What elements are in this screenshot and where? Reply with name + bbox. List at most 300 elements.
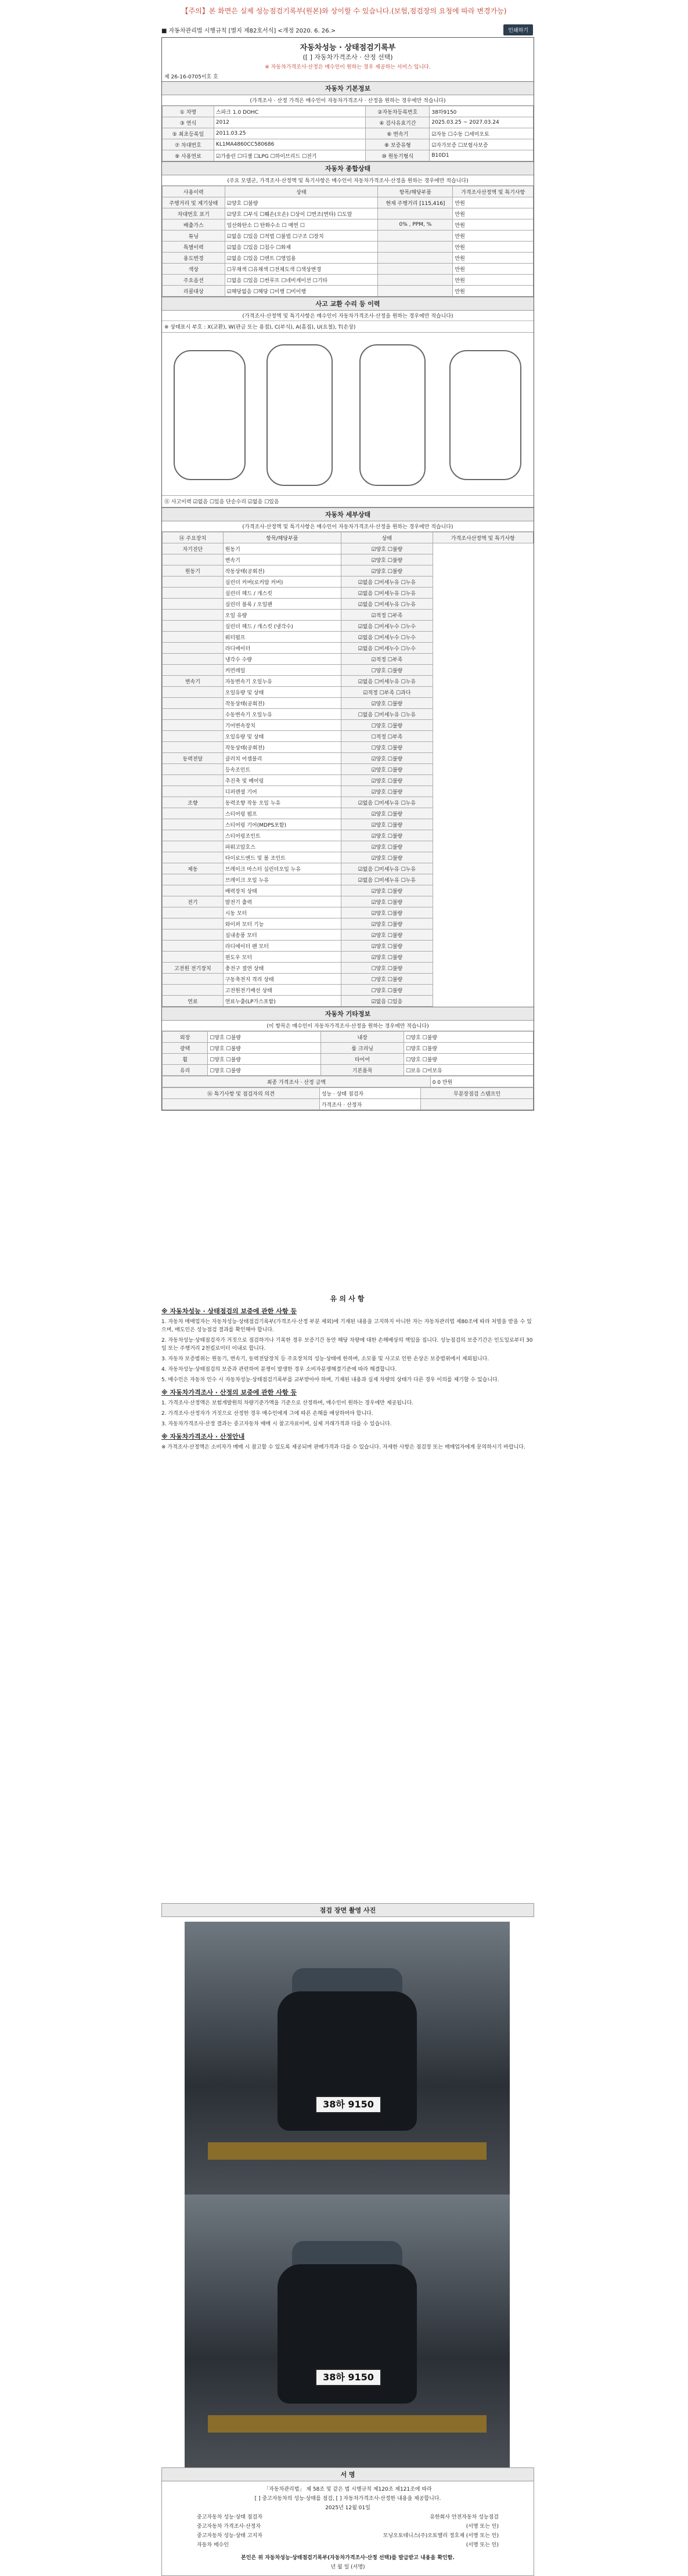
table-cell: ☑양호 ☐불량 [341, 543, 433, 554]
sign-line-3: 2025년 12월 01일 [325, 2505, 370, 2511]
etc-row [163, 1032, 534, 1043]
table-cell: ☑양호 ☐불량 [341, 929, 433, 941]
table-cell [163, 709, 224, 720]
table-cell [163, 621, 224, 632]
table-cell: ☑양호 ☐불량 [341, 907, 433, 918]
table-cell: 동력전달 [163, 753, 224, 764]
damage-legend: ※ 상태표시 부호 : X(교환), W(판금 또는 용접), C(부식), A(흠집), U(요철), T(손상) [162, 321, 534, 333]
section-detail-sub: (가격조사·산정액 및 특기사항은 매수인이 자동차가격조사·산정을 원하는 경우에만 적습니다) [162, 521, 534, 532]
detail-row [163, 830, 534, 841]
table-cell: 기본품목 [321, 1065, 404, 1076]
table-cell [163, 929, 224, 941]
notes-heading-2: ※ 자동차가격조사 · 산정의 보증에 관한 사항 등 [161, 1389, 297, 1396]
table-cell: 용도변경 [163, 253, 225, 264]
table-cell: 동력조향 작동 오일 누유 [223, 797, 341, 808]
table-cell [163, 852, 224, 863]
detail-row [163, 786, 534, 797]
top-bar [161, 23, 533, 36]
detail-row [163, 665, 534, 676]
table-cell [163, 941, 224, 952]
table-cell: 자동변속기 오일누유 [223, 676, 341, 687]
table-cell: ☑양호 ☐불량 [341, 896, 433, 907]
state-table [162, 186, 534, 297]
table-cell: ☑적정 ☐부족 ☐과다 [341, 687, 433, 698]
state-row [163, 264, 534, 275]
car-lift [208, 2142, 487, 2160]
table-cell: 발전기 출력 [223, 896, 341, 907]
detail-row [163, 863, 534, 874]
doc-subtitle: ([ ] 자동차가격조사 · 산정 선택) [302, 53, 393, 61]
table-cell: 수동변속기 오일누유 [223, 709, 341, 720]
table-cell: 냉각수 수량 [223, 654, 341, 665]
etc-row [163, 1043, 534, 1054]
table-cell [163, 687, 224, 698]
title-block [162, 38, 534, 71]
table-cell: ☐양호 ☐불량 [208, 1043, 321, 1054]
table-cell [163, 775, 224, 786]
table-cell: ☐무채색 ☐유채색 ☐전체도색 ☐색상변경 [225, 264, 378, 275]
detail-row [163, 543, 534, 554]
basic-row [163, 117, 534, 128]
car-outline-top [266, 344, 333, 486]
table-cell [163, 764, 224, 775]
table-cell: 추진축 및 베어링 [223, 775, 341, 786]
detail-row [163, 885, 534, 896]
table-cell: ☐양호 ☐불량 [208, 1054, 321, 1065]
table-cell: ⑩ 원동기형식 [366, 150, 430, 161]
section-state-header: 자동차 종합상태 [162, 161, 534, 175]
table-cell: ☐양호 ☐불량 [341, 974, 433, 985]
car-outline-left [174, 350, 246, 480]
table-cell [163, 665, 224, 676]
table-cell: ☑해당없음 ☐해당 ☐이행 ☐미이행 [225, 286, 378, 297]
section-etc-sub: (이 항목은 매수인이 자동차가격조사·산정을 원하는 경우에만 적습니다) [162, 1021, 534, 1031]
table-cell: ☑양호 ☐불량 [341, 775, 433, 786]
table-cell: ☐양호 ☐불량 [341, 665, 433, 676]
notes-list-1 [161, 1318, 533, 1384]
table-cell: 스티어링 기어(MDPS포함) [223, 819, 341, 830]
table-cell [163, 1099, 320, 1110]
table-cell: 조향 [163, 797, 224, 808]
table-cell: ☑양호 ☐불량 [341, 841, 433, 852]
etc-total-label: 최종 가격조사 · 산정 금액 [163, 1076, 431, 1087]
table-cell: 실린더 커버(로커암 커버) [223, 577, 341, 588]
table-cell: 브레이크 오일 누유 [223, 874, 341, 885]
table-cell [163, 698, 224, 709]
table-cell: 자기진단 [163, 543, 224, 554]
table-cell: 브레이크 마스터 실린더오일 누유 [223, 863, 341, 874]
table-cell: ⑧ 보증유형 [366, 139, 430, 150]
basic-info-table [162, 106, 534, 161]
table-cell: ☑없음 ☐미세누수 ☐누수 [341, 643, 433, 654]
column-header: 가격조사산정액 및 특기사항 [453, 186, 534, 197]
table-cell: 만원 [453, 208, 534, 219]
table-cell: ☑양호 ☐불량 [341, 808, 433, 819]
table-cell: 배출가스 [163, 219, 225, 230]
table-cell: 오일유량 및 상태 [223, 687, 341, 698]
table-cell: 무분장점검 스탬프인 [421, 1088, 534, 1099]
table-cell: 전기 [163, 896, 224, 907]
table-cell: 배력장치 상태 [223, 885, 341, 896]
car-diagram [162, 333, 534, 496]
table-cell: 스파크 1.0 DOHC [214, 106, 365, 117]
table-cell: ☑양호 ☐불량 [341, 786, 433, 797]
detail-row [163, 588, 534, 599]
detail-row [163, 698, 534, 709]
detail-row [163, 643, 534, 654]
table-cell: 구동축전지 격리 상태 [223, 974, 341, 985]
table-cell [378, 208, 453, 219]
detail-row [163, 753, 534, 764]
table-cell: ②자동차등록번호 [366, 106, 430, 117]
table-cell: ☑없음 ☐미세누유 ☐누유 [341, 577, 433, 588]
table-cell: ☑없음 ☐있음 ☐침수 ☐화재 [225, 242, 378, 253]
detail-row [163, 907, 534, 918]
table-cell: ☐보유 ☐미보유 [404, 1065, 534, 1076]
table-cell: ① 차명 [163, 106, 214, 117]
license-plate-rear: 38하 9150 [315, 2369, 381, 2386]
state-row [163, 253, 534, 264]
table-cell: ☐양호 ☐불량 [341, 963, 433, 974]
table-cell: 유리 [163, 1065, 208, 1076]
print-button[interactable]: 인쇄하기 [503, 24, 533, 35]
table-cell: ☑없음 ☐미세누유 ☐누유 [341, 863, 433, 874]
etc-total-table [162, 1076, 534, 1087]
table-cell: 가격조사 · 산정자 [319, 1099, 420, 1110]
table-cell: ☐양호 ☐불량 [341, 720, 433, 731]
table-cell: 만원 [453, 230, 534, 242]
accident-history-row: ⑪ 사고이력 ☑없음 ☐있음 단순수리 ☑없음 ☐있음 [162, 496, 534, 507]
car-lift-rear [208, 2415, 487, 2433]
table-cell: 와이퍼 모터 기능 [223, 918, 341, 929]
table-cell: 색상 [163, 264, 225, 275]
license-plate: 38하 9150 [315, 2096, 381, 2113]
table-cell: ☑없음 ☐미세누유 ☐누유 [341, 874, 433, 885]
table-cell: 라디에이터 팬 모터 [223, 941, 341, 952]
detail-row [163, 929, 534, 941]
sign-footer: 본인은 위 자동차성능·상태점검기록부(자동차가격조사·산정 선택)를 발급받고 내용을 확인함. [241, 2555, 455, 2561]
table-cell: 커먼레일 [223, 665, 341, 676]
table-cell: ☑양호 ☐불량 [341, 952, 433, 963]
column-header: 가격조사산정액 및 특기사항 [433, 532, 533, 543]
table-cell: 만원 [453, 219, 534, 230]
sign-rows [162, 2513, 534, 2550]
inspector-row [163, 1088, 534, 1099]
inspection-photo-rear [185, 2195, 510, 2467]
table-cell: 충전구 절연 상태 [223, 963, 341, 974]
table-cell: ④ 검사유효기간 [366, 117, 430, 128]
section-damage-header: 사고 교환 수리 등 이력 [162, 297, 534, 311]
table-cell: ☑없음 ☐있음 ☐적법 ☐불법 ☐구조 ☐장치 [225, 230, 378, 242]
detail-row [163, 676, 534, 687]
table-cell: ☑양호 ☐불량 [341, 565, 433, 577]
note-paragraph: 4. 자동차성능·상태점검의 보증과 관련하여 분쟁이 발생한 경우 소비자분쟁해결기준에 따라 해결합니다. [161, 1367, 397, 1372]
table-cell: ⑦ 차대번호 [163, 139, 214, 150]
notes-title: 유 의 사 항 [330, 1295, 365, 1303]
table-cell: ☑양호 ☐불량 [341, 764, 433, 775]
table-cell: 오일 유량 [223, 610, 341, 621]
detail-row [163, 599, 534, 610]
table-cell: 만원 [453, 264, 534, 275]
table-cell: 작동상태(공회전) [223, 698, 341, 709]
table-cell: 리콜대상 [163, 286, 225, 297]
column-header: 항목/해당부품 [223, 532, 341, 543]
inspection-photo-front [185, 1922, 510, 2195]
sign-row [162, 2531, 534, 2541]
table-cell: KL1MA4860CC580686 [214, 139, 365, 150]
detail-row [163, 554, 534, 565]
detail-row [163, 775, 534, 786]
table-cell [163, 588, 224, 599]
detail-row [163, 565, 534, 577]
note-paragraph: 5. 매수인은 자동차 인수 시 자동차성능·상태점검기록부를 교부받아야 하며, 기재된 내용과 실제 차량의 상태가 다른 경우 이의를 제기할 수 있습니다. [161, 1377, 499, 1383]
table-cell: ☐양호 ☐불량 [341, 742, 433, 753]
state-row [163, 208, 534, 219]
sign-row [162, 2541, 534, 2550]
table-cell: 실린더 헤드 / 개스킷 [223, 588, 341, 599]
table-cell: 일산화탄소 ☐ 탄화수소 ☐ 매연 ☐ [225, 219, 378, 230]
detail-row [163, 974, 534, 985]
table-cell: ⑥ 변속기 [366, 128, 430, 139]
sign-role: 중고자동차 성능·상태 점검자 [197, 2514, 262, 2520]
table-cell: 특별이력 [163, 242, 225, 253]
table-cell: 타이로드엔드 및 볼 조인트 [223, 852, 341, 863]
table-cell: ☑양호 ☐불량 [341, 885, 433, 896]
table-cell [163, 742, 224, 753]
sign-row [162, 2513, 534, 2522]
table-cell: 룸 크리닝 [321, 1043, 404, 1054]
table-cell: 연료누출(LP가스포함) [223, 996, 341, 1007]
note-paragraph: 3. 자동차 보증범위는 원동기, 변속기, 동력전달장치 등 주요장치의 성능·상태에 한하며, 소모품 및 사고로 인한 손상은 보증범위에서 제외됩니다. [161, 1356, 489, 1362]
note-paragraph: 1. 자동차 매매업자는 자동차성능·상태점검기록부(가격조사·산정 부분 제외)에 기재된 내용을 고지하지 아니한 자는 자동차관리법 제80조에 따라 처벌을 받을 수 있으며, 매도인은 성능점검 결과를 확인해야 합니다. [161, 1319, 532, 1333]
table-cell [163, 599, 224, 610]
basic-row [163, 128, 534, 139]
table-cell: ⑤ 최초등록일 [163, 128, 214, 139]
table-cell [378, 230, 453, 242]
table-cell: 휠 [163, 1054, 208, 1065]
state-row [163, 197, 534, 208]
table-cell: 주행거리 및 계기상태 [163, 197, 225, 208]
detail-row [163, 874, 534, 885]
section-state-sub: (주요 모델군, 가격조사·산정액 및 특기사항은 매수인이 자동차가격조사·산정을 원하는 경우에만 적습니다) [162, 175, 534, 186]
note-paragraph: 3. 자동차가격조사·산정 결과는 중고자동차 매매 시 참고자료이며, 실제 거래가격과 다를 수 있습니다. [161, 1421, 392, 1427]
table-cell: 고전원 전기장치 [163, 963, 224, 974]
table-cell: ☑양호 ☐불량 [341, 554, 433, 565]
table-cell: 만원 [453, 242, 534, 253]
table-cell: B10D1 [430, 150, 534, 161]
notice-banner: 【주의】본 화면은 실제 성능점검기록부(원본)와 상이할 수 있습니다.(보험,점검장의 요청에 따라 변경가능) [181, 7, 507, 15]
column-header: 항목/해당부품 [378, 186, 453, 197]
detail-row [163, 632, 534, 643]
basic-row [163, 150, 534, 161]
table-header-row [163, 186, 534, 197]
table-cell: 등속조인트 [223, 764, 341, 775]
signature-header: 서 명 [161, 2467, 534, 2481]
inspector-row [163, 1099, 534, 1110]
table-cell: ☑없음 ☐미세누유 ☐누유 [341, 588, 433, 599]
table-cell: 원동기 [163, 565, 224, 577]
table-cell: 만원 [453, 197, 534, 208]
doc-title: 자동차성능 · 상태점검기록부 [300, 44, 396, 52]
table-cell [163, 720, 224, 731]
sign-line-2: [ ] 중고자동차의 성능·상태를 점검, [ ] 자동차가격조사·산정한 내용을 제공합니다. [254, 2496, 441, 2502]
table-cell: ☐양호 ☐불량 [208, 1065, 321, 1076]
table-cell: 내장 [321, 1032, 404, 1043]
section-basic-sub: (가격조사 · 산정 가격은 매수인이 자동차가격조사 · 산정을 원하는 경우에만 적습니다) [162, 95, 534, 106]
table-cell: 변속기 [223, 554, 341, 565]
law-reference: ■ 자동차관리법 시행규칙 [별지 제82호서식] <개정 2020. 6. 26.> [161, 27, 336, 34]
table-cell: ☑양호 ☐불량 [341, 819, 433, 830]
detail-row [163, 918, 534, 929]
sign-value: (서명 또는 인) [466, 2542, 499, 2548]
section-damage-sub: (가격조사·산정액 및 특기사항은 매수인이 자동차가격조사·산정을 원하는 경우에만 적습니다) [162, 311, 534, 321]
table-cell: 변속기 [163, 676, 224, 687]
note-paragraph: 2. 가격조사·산정자가 거짓으로 산정한 경우 매수인에게 그에 따른 손해를 배상하여야 합니다. [161, 1411, 373, 1417]
table-cell: 원동기 [223, 543, 341, 554]
etc-row [163, 1054, 534, 1065]
table-cell: 제동 [163, 863, 224, 874]
basic-row [163, 106, 534, 117]
table-cell: ☐없음 ☐있음 ☐썬루프 ☐네비게이션 ☐기타 [225, 275, 378, 286]
table-cell: ☑없음 ☐있음 ☐렌트 ☐영업용 [225, 253, 378, 264]
table-cell: 실린더 블록 / 오일팬 [223, 599, 341, 610]
detail-row [163, 985, 534, 996]
table-cell [163, 918, 224, 929]
table-cell: ☑양호 ☐부식 ☐훼손(오손) ☐상이 ☐변조(변타) ☐도말 [225, 208, 378, 219]
table-cell: ☑양호 ☐불량 [341, 753, 433, 764]
table-cell: 고전원전기배선 상태 [223, 985, 341, 996]
table-cell [163, 808, 224, 819]
etc-table [162, 1031, 534, 1076]
column-header: ⑭ 주요장치 [163, 532, 224, 543]
basic-row [163, 139, 534, 150]
table-cell [163, 974, 224, 985]
car-outline-bottom [359, 344, 426, 486]
signature-block [161, 2481, 534, 2576]
table-cell [378, 242, 453, 253]
table-cell: ☑양호 ☐불량 [341, 941, 433, 952]
sign-row [162, 2522, 534, 2531]
sign-role: 자동차 매수인 [197, 2542, 229, 2548]
state-row [163, 275, 534, 286]
doc-note: ※ 자동차가격조사·산정은 매수인이 원하는 경우 제공하는 서비스 입니다. [265, 64, 431, 70]
etc-row [163, 1065, 534, 1076]
table-cell [163, 830, 224, 841]
table-cell: ☑자동 ☐수동 ☐세미오토 [430, 128, 534, 139]
table-cell: 만원 [453, 253, 534, 264]
table-cell [163, 985, 224, 996]
table-cell: ☐양호 ☐불량 [404, 1043, 534, 1054]
table-cell: ☑없음 ☐미세누수 ☐누수 [341, 632, 433, 643]
table-cell: 튜닝 [163, 230, 225, 242]
detail-row [163, 819, 534, 830]
section-detail-header: 자동차 세부상태 [162, 507, 534, 521]
table-cell [163, 952, 224, 963]
table-cell: ☐없음 ☐미세누유 ☐누유 [341, 709, 433, 720]
note-paragraph: 1. 가격조사·산정액은 보험개발원의 차량기준가액을 기준으로 산정하며, 매수인이 원하는 경우에만 제공됩니다. [161, 1400, 414, 1406]
table-cell: ☐양호 ☐불량 [341, 985, 433, 996]
table-cell: ☑없음 ☐미세누유 ☐누유 [341, 797, 433, 808]
table-cell: 만원 [453, 275, 534, 286]
sign-value: 유한회사 안전자동차 성능점검 [430, 2514, 499, 2520]
state-row [163, 286, 534, 297]
table-cell: ☑가솔린 ☐디젤 ☐LPG ☐하이브리드 ☐전기 [214, 150, 365, 161]
table-cell: ⑯ 특기사항 및 점검자의 의견 [163, 1088, 320, 1099]
table-cell [163, 874, 224, 885]
car-outline-right [449, 350, 521, 480]
table-cell: 실린더 헤드 / 개스킷 (냉각수) [223, 621, 341, 632]
table-cell [378, 275, 453, 286]
table-cell: 기어변속장치 [223, 720, 341, 731]
section-basic-header: 자동차 기본정보 [162, 81, 534, 95]
table-cell: ③ 연식 [163, 117, 214, 128]
table-cell: 워터펌프 [223, 632, 341, 643]
table-cell: ☑양호 ☐불량 [341, 830, 433, 841]
detail-table [162, 532, 534, 1007]
table-cell [163, 577, 224, 588]
column-header: 상태 [341, 532, 433, 543]
detail-row [163, 720, 534, 731]
sign-role: 중고자동차 성능·상태 고지자 [197, 2533, 262, 2539]
inspector-table [162, 1087, 534, 1110]
table-cell: 2012 [214, 117, 365, 128]
column-header: 상태 [225, 186, 378, 197]
inspection-record [161, 37, 534, 1111]
doc-number: 제 26-16-0705이호 호 [164, 74, 218, 80]
table-cell [378, 264, 453, 275]
sign-value: 모닝오토테니스(주)오토밸리 정호재 (서명 또는 인) [383, 2533, 499, 2539]
detail-row [163, 577, 534, 588]
table-cell: 타이어 [321, 1054, 404, 1065]
table-cell [163, 554, 224, 565]
table-cell: 스티어링조인트 [223, 830, 341, 841]
state-row [163, 242, 534, 253]
detail-row [163, 764, 534, 775]
table-cell [421, 1099, 534, 1110]
table-cell [378, 253, 453, 264]
detail-row [163, 621, 534, 632]
sign-date: 년 월 일 (서명) [330, 2564, 365, 2570]
table-cell: 윈도우 모터 [223, 952, 341, 963]
table-cell: ☑양호 ☐불량 [341, 852, 433, 863]
table-cell: ☑양호 ☐불량 [341, 918, 433, 929]
table-cell [163, 632, 224, 643]
table-cell: 작동상태(공회전) [223, 565, 341, 577]
table-cell [163, 654, 224, 665]
detail-row [163, 709, 534, 720]
detail-row [163, 742, 534, 753]
table-cell [163, 841, 224, 852]
table-cell: ☐양호 ☐불량 [208, 1032, 321, 1043]
detail-row [163, 963, 534, 974]
table-cell: 외장 [163, 1032, 208, 1043]
table-cell: 스티어링 펌프 [223, 808, 341, 819]
notes-heading-3: ※ 자동차가격조사 · 산정안내 [161, 1433, 245, 1440]
state-row [163, 230, 534, 242]
detail-row [163, 952, 534, 963]
table-cell: ⑨ 사용연료 [163, 150, 214, 161]
detail-row [163, 996, 534, 1007]
note-paragraph: 2. 자동차성능·상태점검자가 거짓으로 점검하거나 기록한 경우 보증기간 동안 해당 차량에 대한 손해배상의 책임을 집니다. 성능점검의 보증기간은 인도일로부터 30일 또는 주행거리 2천킬로미터 이내로 합니다. [161, 1338, 533, 1352]
table-cell: 시동 모터 [223, 907, 341, 918]
sign-line-1: 「자동차관리법」 제 58조 및 같은 법 시행규칙 제120조 제121조에 따라 [264, 2487, 432, 2492]
sign-value: (서명 또는 인) [466, 2524, 499, 2530]
photo-header: 점검 장면 촬영 사진 [161, 1903, 534, 1917]
table-cell: ☑없음 ☐미세누수 ☐누수 [341, 621, 433, 632]
table-cell: 38하9150 [430, 106, 534, 117]
detail-row [163, 941, 534, 952]
notes-list-2 [161, 1399, 533, 1428]
